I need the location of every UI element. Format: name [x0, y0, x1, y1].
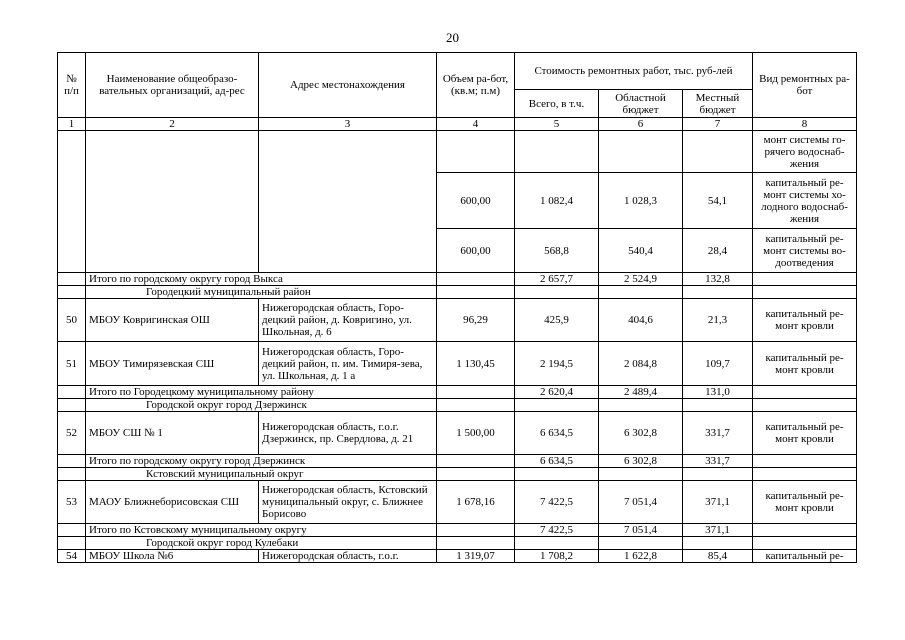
cell-org: МАОУ Ближнеборисовская СШ	[86, 481, 259, 524]
cell-num: 51	[58, 342, 86, 386]
cell-total: 1 708,2	[515, 550, 599, 563]
cell-regional: 6 302,8	[599, 455, 683, 468]
cell-total: 6 634,5	[515, 412, 599, 455]
region-row	[58, 537, 857, 550]
cell-org: МБОУ Школа №6	[86, 550, 259, 563]
table-row	[58, 412, 857, 455]
cell-regional: 404,6	[599, 299, 683, 342]
cell-local: 109,7	[683, 342, 753, 386]
cell-total: 6 634,5	[515, 455, 599, 468]
cell-num: 54	[58, 550, 86, 563]
cell-addr: Нижегородская область, Горо-децкий район, д. Ковригино, ул. Школьная, д. 6	[259, 299, 437, 342]
cell-kind: капитальный ре-монт кровли	[753, 412, 857, 455]
header-regional: Областной бюджет	[599, 90, 683, 118]
page-number: 20	[446, 30, 459, 45]
cell-kind: монт системы го-рячего водоснаб-жения	[753, 131, 857, 173]
cell-local: 371,1	[683, 481, 753, 524]
colnum: 6	[599, 118, 683, 131]
cell-kind: капитальный ре-	[753, 550, 857, 563]
region-row	[58, 399, 857, 412]
cell-regional: 7 051,4	[599, 481, 683, 524]
cell-volume: 96,29	[437, 299, 515, 342]
cell-local: 331,7	[683, 412, 753, 455]
cell-org: МБОУ Тимирязевская СШ	[86, 342, 259, 386]
cell-addr: Нижегородская область, Кстовский муниципальный округ, с. Ближнее Борисово	[259, 481, 437, 524]
cell-num: 52	[58, 412, 86, 455]
cell-kind: капитальный ре-монт системы во-доотведения	[753, 229, 857, 273]
cell-local: 21,3	[683, 299, 753, 342]
cell-volume	[437, 131, 515, 173]
cell-kind: капитальный ре-монт кровли	[753, 342, 857, 386]
cell-regional: 1 622,8	[599, 550, 683, 563]
subtotal-label: Итого по городскому округу город Выкса	[86, 273, 437, 286]
cell-num: 50	[58, 299, 86, 342]
cell-num: 53	[58, 481, 86, 524]
cell-addr: Нижегородская область, г.о.г.	[259, 550, 437, 563]
colnum: 1	[58, 118, 86, 131]
repair-works-table	[57, 52, 857, 563]
cell-volume: 600,00	[437, 173, 515, 229]
cell-regional: 7 051,4	[599, 524, 683, 537]
cell-regional: 2 084,8	[599, 342, 683, 386]
cell-kind: капитальный ре-монт системы хо-лодного водоснаб-жения	[753, 173, 857, 229]
header-local: Местный бюджет	[683, 90, 753, 118]
cell-local: 371,1	[683, 524, 753, 537]
cell-addr: Нижегородская область, Горо-децкий район, п. им. Тимиря-зева, ул. Школьная, д. 1 а	[259, 342, 437, 386]
cell-total: 7 422,5	[515, 524, 599, 537]
cell-addr: Нижегородская область, г.о.г. Дзержинск, пр. Свердлова, д. 21	[259, 412, 437, 455]
colnum: 2	[86, 118, 259, 131]
cell-org: МБОУ Ковригинская ОШ	[86, 299, 259, 342]
colnum: 3	[259, 118, 437, 131]
column-number-row	[58, 118, 857, 131]
subtotal-label: Итого по Кстовскому муниципальному округу	[86, 524, 437, 537]
table-row	[58, 550, 857, 563]
colnum: 4	[437, 118, 515, 131]
table-row	[58, 131, 857, 173]
cell-volume: 1 130,45	[437, 342, 515, 386]
region-heading: Городской округ город Дзержинск	[86, 399, 437, 412]
region-heading: Городецкий муниципальный район	[86, 286, 437, 299]
region-heading: Кстовский муниципальный округ	[86, 468, 437, 481]
subtotal-label: Итого по городскому округу город Дзержинск	[86, 455, 437, 468]
cell-total: 1 082,4	[515, 173, 599, 229]
table-row	[58, 342, 857, 386]
header-addr: Адрес местонахождения	[259, 53, 437, 118]
cell-local	[683, 131, 753, 173]
subtotal-row	[58, 273, 857, 286]
cell-local: 54,1	[683, 173, 753, 229]
cell-regional: 540,4	[599, 229, 683, 273]
subtotal-label: Итого по Городецкому муниципальному району	[86, 386, 437, 399]
cell-kind: капитальный ре-монт кровли	[753, 481, 857, 524]
region-row	[58, 286, 857, 299]
cell-addr	[259, 131, 437, 273]
colnum: 5	[515, 118, 599, 131]
cell-total: 568,8	[515, 229, 599, 273]
cell-total: 7 422,5	[515, 481, 599, 524]
cell-total	[515, 131, 599, 173]
cell-regional: 2 524,9	[599, 273, 683, 286]
cell-org	[86, 131, 259, 273]
subtotal-row	[58, 524, 857, 537]
colnum: 7	[683, 118, 753, 131]
header-total: Всего, в т.ч.	[515, 90, 599, 118]
cell-regional: 1 028,3	[599, 173, 683, 229]
cell-volume: 1 319,07	[437, 550, 515, 563]
subtotal-row	[58, 386, 857, 399]
header-org: Наименование общеобразо-вательных организаций, ад-рес	[86, 53, 259, 118]
cell-total: 2 657,7	[515, 273, 599, 286]
cell-local: 85,4	[683, 550, 753, 563]
cell-total: 2 194,5	[515, 342, 599, 386]
cell-local: 131,0	[683, 386, 753, 399]
table-row	[58, 481, 857, 524]
cell-regional: 2 489,4	[599, 386, 683, 399]
cell-regional: 6 302,8	[599, 412, 683, 455]
cell-regional	[599, 131, 683, 173]
cell-local: 132,8	[683, 273, 753, 286]
cell-volume: 600,00	[437, 229, 515, 273]
cell-num	[58, 131, 86, 273]
cell-volume: 1 500,00	[437, 412, 515, 455]
header-kind: Вид ремонтных ра-бот	[753, 53, 857, 118]
header-num: № п/п	[58, 53, 86, 118]
cell-volume: 1 678,16	[437, 481, 515, 524]
subtotal-row	[58, 455, 857, 468]
cell-local: 28,4	[683, 229, 753, 273]
cell-kind: капитальный ре-монт кровли	[753, 299, 857, 342]
cell-total: 2 620,4	[515, 386, 599, 399]
colnum: 8	[753, 118, 857, 131]
header-volume: Объем ра-бот, (кв.м; п.м)	[437, 53, 515, 118]
table-row	[58, 299, 857, 342]
region-heading: Городской округ город Кулебаки	[86, 537, 437, 550]
header-cost: Стоимость ремонтных работ, тыс. руб-лей	[515, 53, 753, 90]
cell-org: МБОУ СШ № 1	[86, 412, 259, 455]
region-row	[58, 468, 857, 481]
cell-local: 331,7	[683, 455, 753, 468]
cell-total: 425,9	[515, 299, 599, 342]
